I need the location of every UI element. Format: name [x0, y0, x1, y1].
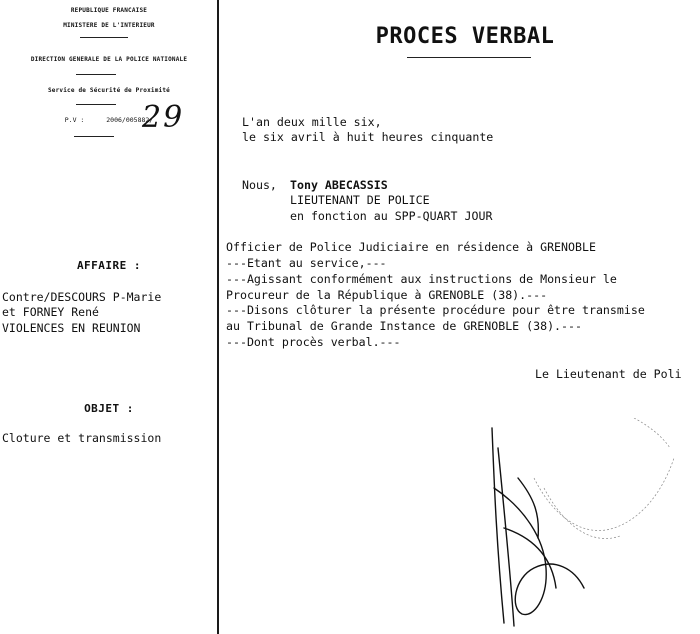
- body-line: ---Disons clôturer la présente procédure pour être transmise: [226, 303, 645, 317]
- affaire-line: Contre/DESCOURS P-Marie: [2, 290, 162, 304]
- date-line: le six avril à huit heures cinquante: [242, 130, 494, 144]
- body-line: ---Agissant conformément aux instructions de Monsieur le: [226, 272, 617, 286]
- document-title: PROCES VERBAL: [375, 24, 555, 49]
- header-rule: [76, 74, 116, 75]
- signature-label: Le Lieutenant de Poli: [535, 367, 682, 381]
- date-line: L'an deux mille six,: [242, 115, 382, 129]
- body-line: Procureur de la République à GRENOBLE (38).---: [226, 288, 548, 302]
- margin-divider: [217, 0, 219, 634]
- handwritten-page-number: 29: [142, 100, 185, 135]
- officer-rank: LIEUTENANT DE POLICE: [290, 193, 430, 207]
- header-ministry: MINISTERE DE L'INTERIEUR: [63, 22, 155, 29]
- signature-icon: [474, 418, 700, 628]
- header-service: Service de Sécurité de Proximité: [48, 87, 170, 94]
- header-republic: REPUBLIQUE FRANCAISE: [70, 7, 148, 14]
- officer-name: Tony ABECASSIS: [290, 178, 388, 192]
- header-rule: [76, 104, 116, 105]
- objet-text: Cloture et transmission: [2, 431, 162, 445]
- nous-label: Nous,: [242, 178, 277, 192]
- pv-number: 2006/005882/: [106, 116, 154, 124]
- header-rule: [74, 136, 114, 137]
- body-line: Officier de Police Judiciaire en résidence à GRENOBLE: [226, 240, 596, 254]
- affaire-title: AFFAIRE :: [76, 259, 142, 272]
- header-rule: [80, 37, 128, 38]
- pv-reference: [0, 116, 218, 124]
- body-line: ---Etant au service,---: [226, 256, 387, 270]
- header-direction: DIRECTION GENERALE DE LA POLICE NATIONALE: [30, 56, 188, 63]
- officer-post: en fonction au SPP-QUART JOUR: [290, 209, 493, 223]
- affaire-line: et FORNEY René: [2, 305, 99, 319]
- body-line: ---Dont procès verbal.---: [226, 335, 401, 349]
- title-underline: [407, 57, 531, 58]
- objet-title: OBJET :: [84, 402, 134, 415]
- body-line: au Tribunal de Grande Instance de GRENOBLE (38).---: [226, 319, 582, 333]
- affaire-line: VIOLENCES EN REUNION: [2, 321, 141, 335]
- pv-label: P.V :: [64, 116, 85, 124]
